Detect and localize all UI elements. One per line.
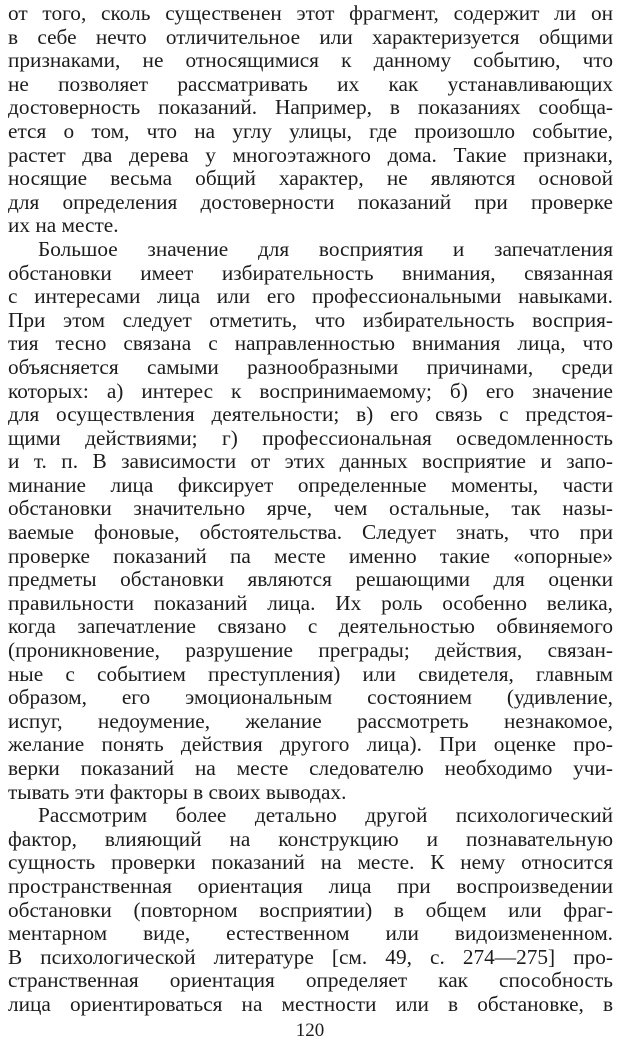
text-line: образом, его эмоциональным состоянием (удивление, [8, 685, 613, 710]
text-line: ется о том, что на углу улицы, где произошло событие, [8, 118, 613, 143]
text-line: странственная ориентация определяет как способность [8, 968, 613, 993]
paragraph-first-line: Большое значение для восприятия и запечатления [38, 236, 613, 261]
text-line: тия тесно связана с направленностью внимания лица, что [8, 331, 613, 356]
text-line: для определения достоверности показаний при проверке [8, 189, 613, 214]
text-line: признаками, не относящимися к данному событию, что [8, 48, 613, 73]
text-line: в себе нечто отличительное или характеризуется общими [8, 24, 613, 49]
page-number: 120 [295, 1020, 325, 1041]
text-line: обстановки имеет избирательность внимания, связанная [8, 260, 613, 285]
text-line: не позволяет рассматривать их как устанавливающих [8, 71, 613, 96]
text-line: которых: а) интерес к воспринимаемому; б) его значение [8, 378, 613, 403]
text-line: обстановки (повторном восприятии) в общем или фраг- [8, 897, 613, 922]
body-text [8, 2, 613, 1017]
text-line: минание лица фиксирует определенные моменты, части [8, 472, 613, 497]
paragraph-first-line: Рассмотрим более детально другой психологический [38, 803, 613, 828]
text-line: (проникновение, разрушение преграды; действия, связан- [8, 638, 613, 663]
text-line: верки показаний на месте следователю необходимо учи- [8, 756, 613, 780]
text-line: сущность проверки показаний на месте. К нему относится [8, 850, 613, 875]
text-line: ментарном виде, естественном или видоизмененном. [8, 921, 613, 946]
text-line: испуг, недоумение, желание рассмотреть незнакомое, [8, 708, 613, 733]
text-line: проверке показаний па месте именно такие «опорные» [8, 543, 613, 568]
text-line: тывать эти факторы в своих выводах. [8, 779, 347, 804]
text-line: ные с событием преступления) или свидетеля, главным [8, 661, 613, 686]
text-line: обстановки значительно ярче, чем остальные, так назы- [8, 496, 613, 521]
text-line: желание понять действия другого лица). При оценке про- [8, 732, 613, 757]
text-line: носящие весьма общий характер, не являются основой [8, 166, 613, 191]
text-line: фактор, влияющий на конструкцию и познавательную [8, 826, 613, 851]
text-line: ваемые фоновые, обстоятельства. Следует знать, что при [8, 520, 613, 545]
text-line: от того, сколь существенен этот фрагмент, содержит ли он [8, 1, 613, 25]
text-line: их на месте. [8, 213, 119, 238]
text-line: При этом следует отметить, что избирательность восприя- [8, 307, 613, 332]
text-line: достоверность показаний. Например, в показаниях сообща- [8, 95, 613, 120]
text-line: пространственная ориентация лица при воспроизведении [8, 873, 613, 898]
text-line: правильности показаний лица. Их роль особенно велика, [8, 590, 613, 615]
text-line: объясняется самыми разнообразными причинами, среди [8, 354, 613, 379]
text-line: растет два дерева у многоэтажного дома. Такие признаки, [8, 142, 613, 167]
text-line: и т. п. В зависимости от этих данных восприятие и запо- [8, 449, 613, 474]
text-line: когда запечатление связано с деятельностью обвиняемого [8, 614, 613, 639]
text-line: предметы обстановки являются решающими для оценки [8, 567, 613, 592]
text-line: лица ориентироваться на местности или в обстановке, в [8, 991, 613, 1016]
text-line: с интересами лица или его профессиональными навыками. [8, 284, 613, 309]
text-line: В психологической литературе [см. 49, с. 274—275] про- [8, 944, 613, 969]
text-line: щими действиями; г) профессиональная осведомленность [8, 425, 613, 450]
text-line: для осуществления деятельности; в) его связь с предстоя- [8, 402, 613, 427]
